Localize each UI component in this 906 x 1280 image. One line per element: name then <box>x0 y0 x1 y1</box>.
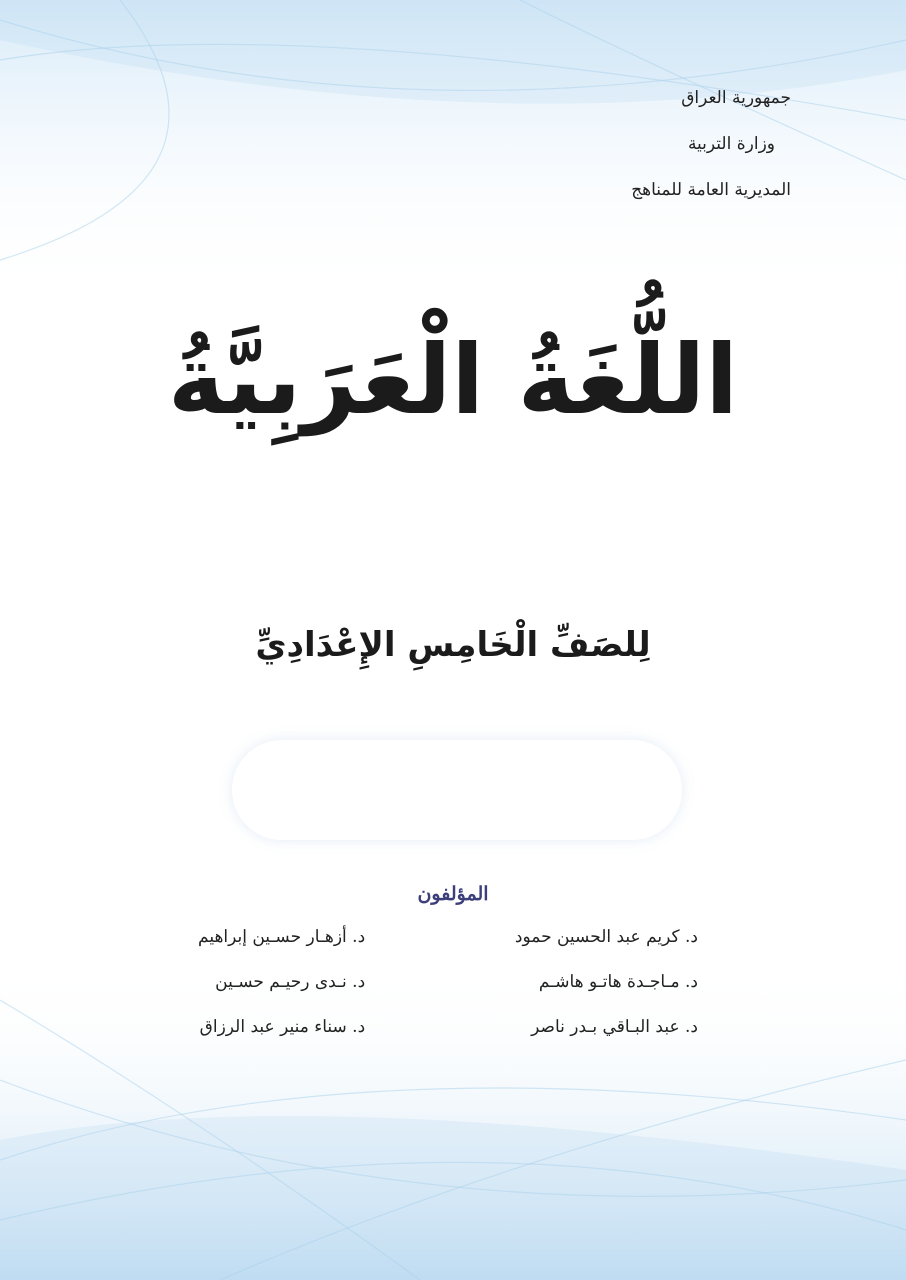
author-name: د. سناء منير عبد الرزاق <box>199 1017 366 1037</box>
grade-subtitle: لِلصَفِّ الْخَامِسِ الإِعْدَادِيِّ <box>255 625 651 665</box>
author-name: د. عبد البـاقي بـدر ناصر <box>531 1017 698 1037</box>
authors-heading: المؤلفون <box>417 883 489 905</box>
author-name: د. أزهـار حسـين إبراهيم <box>198 927 366 947</box>
authors-column-left <box>198 926 365 1061</box>
directorate-name: المديرية العامة للمناهج <box>631 180 791 200</box>
ministry-name: وزارة التربية <box>687 134 775 154</box>
book-title: اللُّغَةُ الْعَرَبِيَّةُ <box>167 324 739 436</box>
label-placeholder-box <box>232 740 682 840</box>
publisher-header <box>571 86 791 224</box>
authors-list <box>198 926 698 1061</box>
author-name: د. مـاجـدة هاتـو هاشـم <box>538 972 698 992</box>
author-name: د. نـدى رحيـم حسـين <box>215 972 366 992</box>
country-name: جمهورية العراق <box>681 88 791 108</box>
authors-column-right <box>515 926 698 1061</box>
author-name: د. كريم عبد الحسين حمود <box>514 927 698 947</box>
